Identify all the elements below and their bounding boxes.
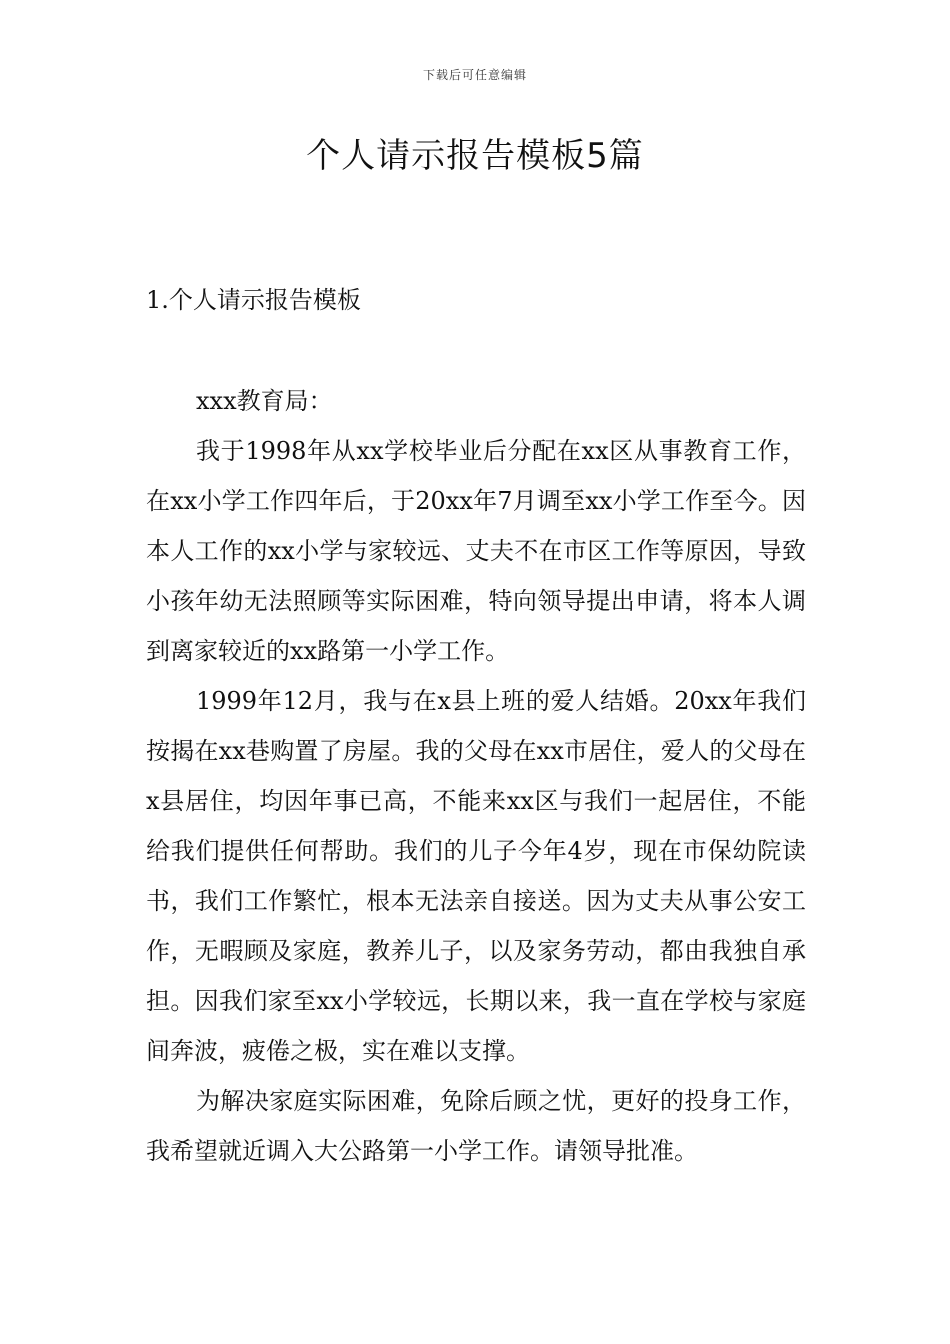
salutation: xxx教育局： <box>196 387 333 415</box>
paragraph: 我于1998年从xx学校毕业后分配在xx区从事教育工作，在xx小学工作四年后，于20xx年7月调至xx小学工作至今。因本人工作的xx小学与家较远、丈夫不在市区工作等原因，导致小孩年幼无法照顾等实际困难，特向领导提出申请，将本人调到离家较近的xx路第一小学工作。 <box>146 437 806 665</box>
body-paragraphs <box>146 426 806 1176</box>
document-title: 个人请示报告模板5篇 <box>306 136 644 176</box>
header-note: 下载后可任意编辑 <box>422 68 527 82</box>
section-heading: 1.个人请示报告模板 <box>146 286 361 314</box>
paragraph: 1999年12月，我与在x县上班的爱人结婚。20xx年我们按揭在xx巷购置了房屋。我的父母在xx市居住，爱人的父母在x县居住，均因年事已高，不能来xx区与我们一起居住，不能给我们提供任何帮助。我们的儿子今年4岁，现在市保幼院读书，我们工作繁忙，根本无法亲自接送。因为丈夫从事公安工作，无暇顾及家庭，教养儿子，以及家务劳动，都由我独自承担。因我们家至xx小学较远，长期以来，我一直在学校与家庭间奔波，疲倦之极，实在难以支撑。 <box>146 687 806 1065</box>
paragraph: 为解决家庭实际困难，免除后顾之忧，更好的投身工作，我希望就近调入大公路第一小学工作。请领导批准。 <box>146 1087 806 1165</box>
